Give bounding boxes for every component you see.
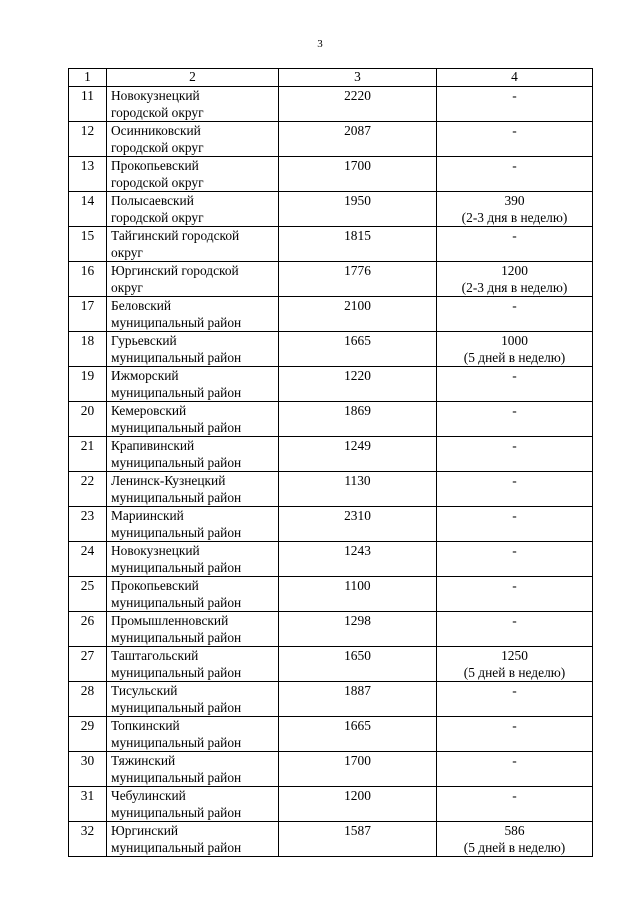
extra-cell (437, 682, 593, 717)
value-cell: 1200 (279, 787, 437, 822)
municipality-name-line: округ (111, 280, 143, 295)
municipality-name (107, 192, 279, 227)
municipality-name-line: городской округ (111, 105, 204, 120)
value-cell: 1776 (279, 262, 437, 297)
municipality-name-line: Тяжинский (111, 753, 176, 768)
municipality-name-line: Промышленновский (111, 613, 229, 628)
table-row (69, 122, 593, 157)
row-number: 19 (69, 367, 107, 402)
municipality-name-line: Новокузнецкий (111, 543, 200, 558)
municipality-name-line: муниципальный район (111, 665, 242, 680)
extra-cell-line: (2-3 дня в неделю) (461, 210, 568, 225)
extra-cell (437, 227, 593, 262)
extra-cell (437, 122, 593, 157)
municipality-name (107, 227, 279, 262)
extra-cell-line: (5 дней в неделю) (463, 350, 566, 365)
table-row (69, 262, 593, 297)
extra-cell (437, 332, 593, 367)
municipality-name (107, 157, 279, 192)
extra-cell (437, 297, 593, 332)
value-cell: 1665 (279, 332, 437, 367)
value-cell: 1587 (279, 822, 437, 857)
municipality-name-line: муниципальный район (111, 560, 242, 575)
row-number: 12 (69, 122, 107, 157)
municipality-name (107, 332, 279, 367)
extra-cell-line: - (512, 578, 517, 593)
value-cell: 1298 (279, 612, 437, 647)
table-row (69, 437, 593, 472)
value-cell: 1220 (279, 367, 437, 402)
table-row (69, 647, 593, 682)
table-row (69, 612, 593, 647)
municipality-name-line: Тисульский (111, 683, 178, 698)
extra-cell-line: - (512, 368, 517, 383)
row-number: 26 (69, 612, 107, 647)
extra-cell (437, 437, 593, 472)
municipality-name (107, 542, 279, 577)
extra-cell (437, 507, 593, 542)
table-row (69, 717, 593, 752)
municipality-name (107, 577, 279, 612)
table-row (69, 157, 593, 192)
municipality-name-line: муниципальный район (111, 385, 242, 400)
extra-cell-line: - (512, 403, 517, 418)
extra-cell-line: - (512, 543, 517, 558)
value-cell: 1700 (279, 157, 437, 192)
row-number: 24 (69, 542, 107, 577)
row-number: 20 (69, 402, 107, 437)
municipality-name (107, 787, 279, 822)
extra-cell (437, 577, 593, 612)
table-row (69, 227, 593, 262)
extra-cell-line: (2-3 дня в неделю) (461, 280, 568, 295)
extra-cell (437, 717, 593, 752)
municipality-name-line: муниципальный район (111, 840, 242, 855)
municipality-name-line: муниципальный район (111, 735, 242, 750)
table-row (69, 402, 593, 437)
table-body (69, 87, 593, 857)
data-table (68, 68, 593, 857)
municipality-name-line: Ижморский (111, 368, 179, 383)
extra-cell-line: 1200 (501, 263, 528, 278)
column-header-3: 3 (279, 69, 437, 87)
municipality-name (107, 822, 279, 857)
municipality-name-line: муниципальный район (111, 700, 242, 715)
municipality-name-line: Топкинский (111, 718, 180, 733)
extra-cell (437, 472, 593, 507)
extra-cell-line: - (512, 683, 517, 698)
municipality-name-line: Кемеровский (111, 403, 187, 418)
municipality-name (107, 507, 279, 542)
extra-cell-line: - (512, 788, 517, 803)
extra-cell-line: 390 (504, 193, 525, 208)
value-cell: 1100 (279, 577, 437, 612)
extra-cell-line: - (512, 718, 517, 733)
municipality-name-line: Беловский (111, 298, 172, 313)
municipality-name (107, 682, 279, 717)
municipality-name (107, 262, 279, 297)
extra-cell (437, 787, 593, 822)
table-row (69, 87, 593, 122)
extra-cell-line: - (512, 473, 517, 488)
value-cell: 1130 (279, 472, 437, 507)
municipality-name (107, 647, 279, 682)
extra-cell (437, 157, 593, 192)
row-number: 27 (69, 647, 107, 682)
page-number: 3 (317, 38, 323, 50)
extra-cell-line: 586 (504, 823, 525, 838)
value-cell: 1950 (279, 192, 437, 227)
row-number: 30 (69, 752, 107, 787)
municipality-name-line: муниципальный район (111, 805, 242, 820)
table-row (69, 332, 593, 367)
extra-cell (437, 367, 593, 402)
municipality-name-line: муниципальный район (111, 455, 242, 470)
row-number: 13 (69, 157, 107, 192)
municipality-name-line: муниципальный район (111, 770, 242, 785)
extra-cell (437, 647, 593, 682)
municipality-name-line: Осинниковский (111, 123, 201, 138)
value-cell: 1815 (279, 227, 437, 262)
row-number: 14 (69, 192, 107, 227)
municipality-name (107, 402, 279, 437)
municipality-name-line: муниципальный район (111, 525, 242, 540)
table-row (69, 192, 593, 227)
table-row (69, 507, 593, 542)
table-row (69, 297, 593, 332)
municipality-name (107, 612, 279, 647)
column-header-1: 1 (69, 69, 107, 87)
municipality-name-line: Гурьевский (111, 333, 177, 348)
municipality-name-line: муниципальный район (111, 595, 242, 610)
extra-cell-line: (5 дней в неделю) (463, 665, 566, 680)
row-number: 17 (69, 297, 107, 332)
extra-cell (437, 402, 593, 437)
extra-cell-line: - (512, 508, 517, 523)
extra-cell-line: - (512, 753, 517, 768)
extra-cell-line: - (512, 123, 517, 138)
municipality-name (107, 122, 279, 157)
municipality-name-line: муниципальный район (111, 350, 242, 365)
municipality-name (107, 437, 279, 472)
row-number: 15 (69, 227, 107, 262)
municipality-name-line: Прокопьевский (111, 158, 199, 173)
municipality-name-line: городской округ (111, 175, 204, 190)
table-row (69, 472, 593, 507)
row-number: 32 (69, 822, 107, 857)
value-cell: 1869 (279, 402, 437, 437)
municipality-name-line: Юргинский городской (111, 263, 239, 278)
extra-cell-line: - (512, 228, 517, 243)
table-row (69, 682, 593, 717)
value-cell: 1249 (279, 437, 437, 472)
row-number: 18 (69, 332, 107, 367)
extra-cell-line: 1250 (501, 648, 528, 663)
value-cell: 2310 (279, 507, 437, 542)
municipality-name (107, 472, 279, 507)
extra-cell (437, 752, 593, 787)
municipality-name-line: округ (111, 245, 143, 260)
row-number: 28 (69, 682, 107, 717)
extra-cell (437, 262, 593, 297)
municipality-name-line: Тайгинский городской (111, 228, 240, 243)
value-cell: 1650 (279, 647, 437, 682)
municipality-name (107, 367, 279, 402)
value-cell: 2087 (279, 122, 437, 157)
municipality-name-line: Полысаевский (111, 193, 194, 208)
municipality-name-line: муниципальный район (111, 420, 242, 435)
table-row (69, 752, 593, 787)
municipality-name-line: муниципальный район (111, 490, 242, 505)
row-number: 22 (69, 472, 107, 507)
value-cell: 1887 (279, 682, 437, 717)
table-row (69, 542, 593, 577)
column-header-2: 2 (107, 69, 279, 87)
extra-cell-line: 1000 (501, 333, 528, 348)
municipality-name (107, 87, 279, 122)
extra-cell-line: (5 дней в неделю) (463, 840, 566, 855)
row-number: 29 (69, 717, 107, 752)
municipality-name-line: Юргинский (111, 823, 179, 838)
municipality-name-line: Новокузнецкий (111, 88, 200, 103)
municipality-name-line: муниципальный район (111, 315, 242, 330)
municipality-name-line: Таштагольский (111, 648, 199, 663)
row-number: 21 (69, 437, 107, 472)
municipality-name-line: городской округ (111, 140, 204, 155)
municipality-name (107, 717, 279, 752)
municipality-name-line: Крапивинский (111, 438, 195, 453)
extra-cell-line: - (512, 88, 517, 103)
table-row (69, 822, 593, 857)
extra-cell (437, 612, 593, 647)
table-row (69, 787, 593, 822)
municipality-name-line: Чебулинский (111, 788, 186, 803)
row-number: 31 (69, 787, 107, 822)
value-cell: 2220 (279, 87, 437, 122)
extra-cell-line: - (512, 613, 517, 628)
extra-cell (437, 542, 593, 577)
municipality-name-line: Мариинский (111, 508, 184, 523)
extra-cell (437, 822, 593, 857)
column-header-4: 4 (437, 69, 593, 87)
extra-cell (437, 87, 593, 122)
value-cell: 1700 (279, 752, 437, 787)
municipality-name-line: Ленинск-Кузнецкий (111, 473, 226, 488)
municipality-name-line: городской округ (111, 210, 204, 225)
row-number: 11 (69, 87, 107, 122)
extra-cell (437, 192, 593, 227)
value-cell: 1665 (279, 717, 437, 752)
row-number: 25 (69, 577, 107, 612)
municipality-name (107, 752, 279, 787)
header-row (69, 69, 593, 87)
value-cell: 1243 (279, 542, 437, 577)
extra-cell-line: - (512, 158, 517, 173)
table-row (69, 577, 593, 612)
municipality-name-line: Прокопьевский (111, 578, 199, 593)
value-cell: 2100 (279, 297, 437, 332)
municipality-name (107, 297, 279, 332)
table-row (69, 367, 593, 402)
row-number: 16 (69, 262, 107, 297)
extra-cell-line: - (512, 438, 517, 453)
row-number: 23 (69, 507, 107, 542)
municipality-name-line: муниципальный район (111, 630, 242, 645)
extra-cell-line: - (512, 298, 517, 313)
